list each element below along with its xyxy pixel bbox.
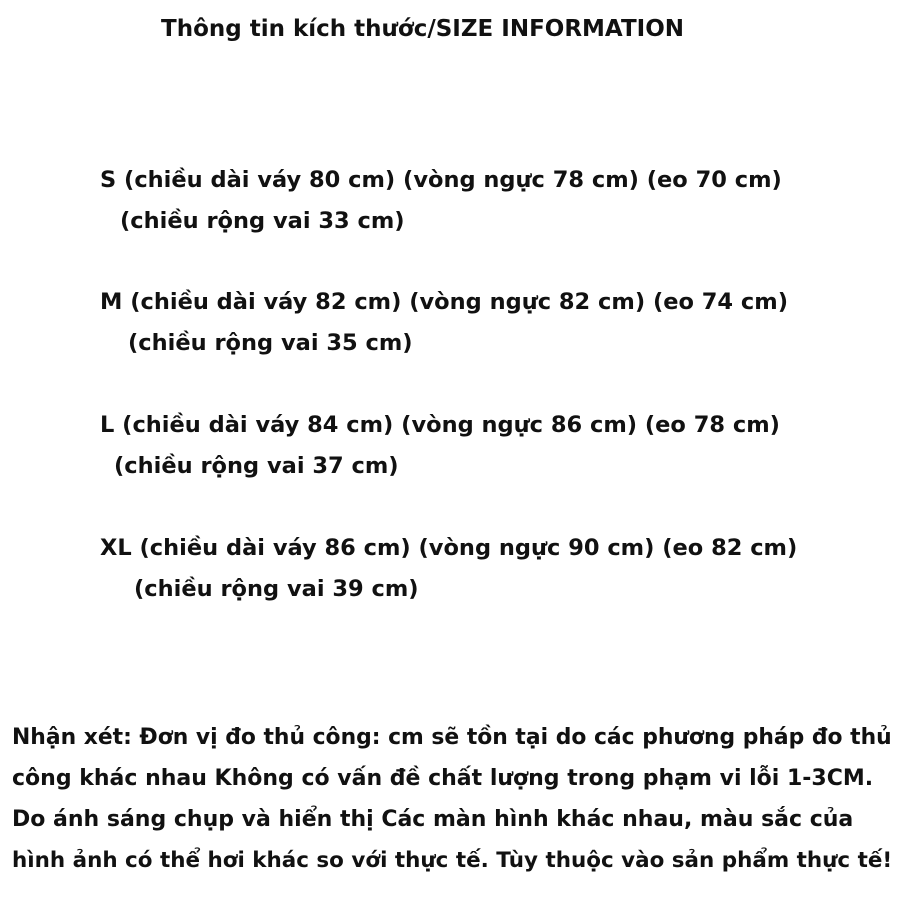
size-m-block <box>100 282 788 364</box>
page-title: Thông tin kích thước/SIZE INFORMATION <box>161 16 684 42</box>
size-m-shoulder: (chiều rộng vai 35 cm) <box>128 330 413 356</box>
size-s-measurements: S (chiều dài váy 80 cm) (vòng ngực 78 cm) (eo 70 cm) <box>100 167 782 193</box>
size-s-shoulder: (chiều rộng vai 33 cm) <box>120 208 405 234</box>
size-xl-block <box>100 528 797 610</box>
size-l-shoulder: (chiều rộng vai 37 cm) <box>114 453 399 479</box>
size-l-measurements: L (chiều dài váy 84 cm) (vòng ngực 86 cm) (eo 78 cm) <box>100 412 780 438</box>
note-line: Do ánh sáng chụp và hiển thị Các màn hình khác nhau, màu sắc của <box>12 807 854 832</box>
size-xl-shoulder: (chiều rộng vai 39 cm) <box>134 576 419 602</box>
note-line: Nhận xét: Đơn vị đo thủ công: cm sẽ tồn tại do các phương pháp đo thủ <box>12 725 892 750</box>
note-line: công khác nhau Không có vấn đề chất lượng trong phạm vi lỗi 1-3CM. <box>12 766 874 791</box>
size-xl-measurements: XL (chiều dài váy 86 cm) (vòng ngực 90 cm) (eo 82 cm) <box>100 535 798 561</box>
size-m-measurements: M (chiều dài váy 82 cm) (vòng ngực 82 cm) (eo 74 cm) <box>100 289 788 315</box>
size-s-block <box>100 160 782 242</box>
size-l-block <box>100 405 780 487</box>
measurement-note <box>12 717 892 881</box>
note-line: hình ảnh có thể hơi khác so với thực tế. Tùy thuộc vào sản phẩm thực tế! <box>12 848 893 873</box>
